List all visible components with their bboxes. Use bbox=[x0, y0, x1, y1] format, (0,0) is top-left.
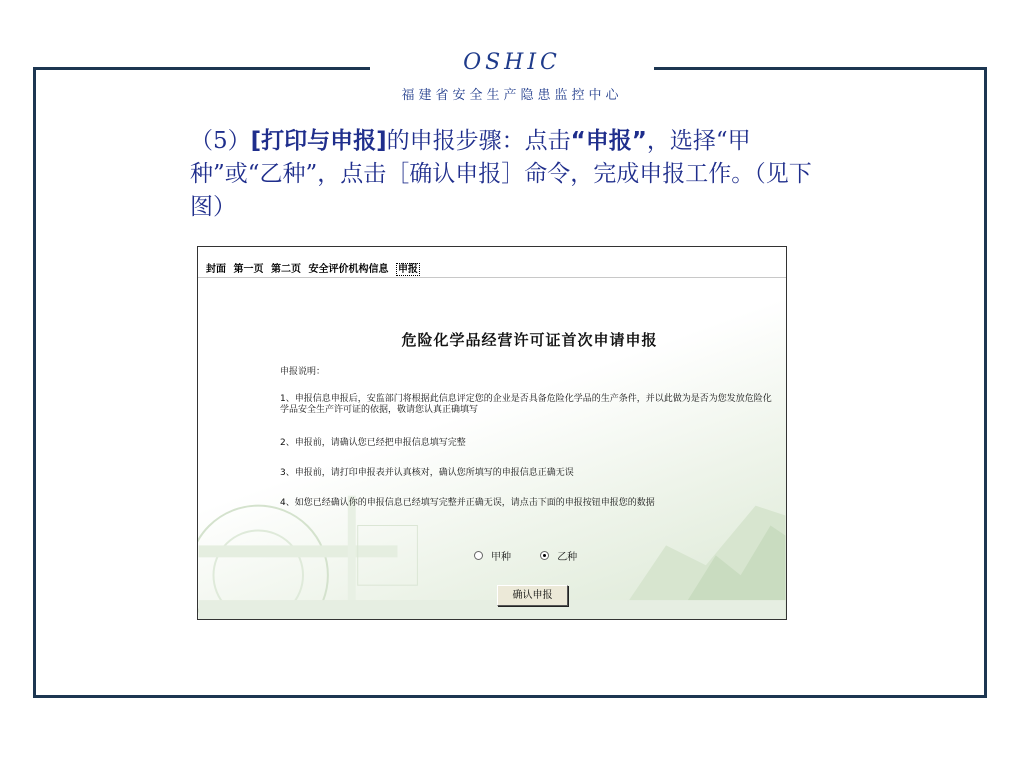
tab-declare[interactable]: 申报 bbox=[397, 264, 418, 275]
note-item-3: 3、申报前，请打印申报表并认真核对，确认您所填写的申报信息正确无误 bbox=[280, 468, 574, 478]
note-item-4: 4、如您已经确认你的申报信息已经填写完整并正确无误，请点击下面的申报按钮申报您的数据 bbox=[280, 498, 655, 508]
instruction-menu-name: [打印与申报] bbox=[250, 128, 387, 154]
page-heading: 危险化学品经营许可证首次申请申报 bbox=[401, 331, 658, 349]
radio-button-b[interactable] bbox=[540, 551, 549, 560]
instruction-text bbox=[190, 125, 830, 224]
instruction-text-2: ，选择“甲种”或“乙种”，点击［确认申报］命令，完成申报工作。（见下图） bbox=[190, 128, 812, 220]
confirm-declare-button[interactable]: 确认申报 bbox=[497, 585, 568, 606]
tab-page-2[interactable]: 第二页 bbox=[270, 264, 301, 275]
type-radio-group bbox=[474, 548, 603, 563]
radio-type-a[interactable] bbox=[474, 548, 511, 563]
tab-divider bbox=[198, 277, 786, 278]
tab-bar bbox=[206, 260, 424, 275]
radio-type-b[interactable] bbox=[540, 548, 577, 563]
notes-title: 申报说明： bbox=[280, 367, 326, 377]
instruction-quoted-action: “申报” bbox=[570, 128, 647, 154]
brand-title: OSHIC bbox=[463, 50, 561, 75]
instruction-text-1: 的申报步骤：点击 bbox=[386, 128, 571, 154]
instruction-prefix: （5） bbox=[190, 128, 251, 154]
radio-type-b-label: 乙种 bbox=[557, 552, 578, 563]
radio-button-a[interactable] bbox=[474, 551, 483, 560]
tab-page-1[interactable]: 第一页 bbox=[233, 264, 264, 275]
brand-subtitle: 福建省安全生产隐患监控中心 bbox=[401, 88, 623, 103]
note-item-2: 2、申报前，请确认您已经把申报信息填写完整 bbox=[280, 438, 466, 448]
tab-cover[interactable]: 封面 bbox=[206, 264, 226, 275]
tab-agency-info[interactable]: 安全评价机构信息 bbox=[308, 264, 389, 275]
background-decoration bbox=[198, 247, 786, 619]
embedded-screenshot bbox=[197, 246, 787, 620]
radio-type-a-label: 甲种 bbox=[491, 552, 511, 563]
note-item-1: 1、申报信息申报后，安监部门将根据此信息评定您的企业是否具备危险化学品的生产条件，并以此做为是否为您发放危险化学品安全生产许可证的依据，敬请您认真正确填写 bbox=[280, 394, 772, 415]
